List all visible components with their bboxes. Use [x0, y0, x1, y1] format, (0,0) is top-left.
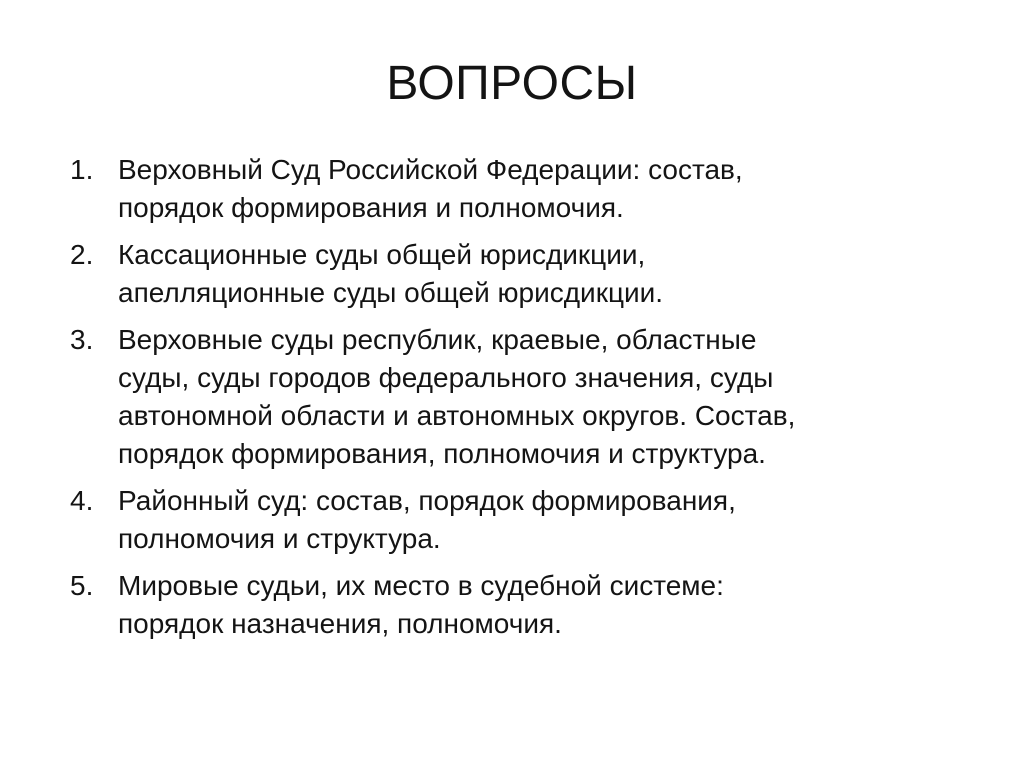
- item-text-line: апелляционные суды общей юрисдикции.: [118, 277, 664, 308]
- item-text-line: Районный суд: состав, порядок формирования,: [118, 485, 736, 516]
- list-item: [70, 321, 970, 473]
- item-number: 3.: [70, 324, 94, 355]
- item-text-line: Верховные суды республик, краевые, областные: [118, 324, 757, 355]
- list-item: [70, 236, 970, 312]
- list-item: [70, 482, 970, 558]
- item-text: [118, 151, 970, 227]
- questions-list: [70, 151, 970, 652]
- item-text-line: порядок формирования и полномочия.: [118, 192, 624, 223]
- item-text: [118, 321, 970, 473]
- list-item: [70, 151, 970, 227]
- item-number: 4.: [70, 485, 94, 516]
- item-text-line: Кассационные суды общей юрисдикции,: [118, 239, 646, 270]
- item-text: [118, 567, 970, 643]
- item-text-line: Мировые судьи, их место в судебной системе:: [118, 570, 724, 601]
- item-text: [118, 482, 970, 558]
- item-number: 5.: [70, 570, 94, 601]
- item-text-line: порядок назначения, полномочия.: [118, 608, 562, 639]
- item-text-line: суды, суды городов федерального значения, суды: [118, 362, 774, 393]
- item-text-line: автономной области и автономных округов. Состав,: [118, 400, 796, 431]
- item-text-line: порядок формирования, полномочия и структура.: [118, 438, 766, 469]
- slide-title: ВОПРОСЫ: [386, 57, 638, 110]
- item-text: [118, 236, 970, 312]
- item-text-line: полномочия и структура.: [118, 523, 441, 554]
- item-number: 2.: [70, 239, 94, 270]
- item-number: 1.: [70, 154, 94, 185]
- list-item: [70, 567, 970, 643]
- item-text-line: Верховный Суд Российской Федерации: состав,: [118, 154, 743, 185]
